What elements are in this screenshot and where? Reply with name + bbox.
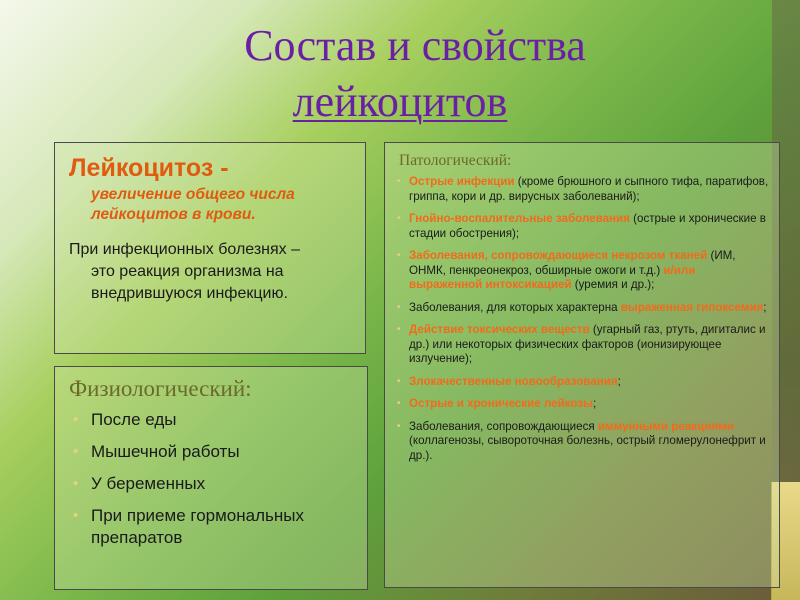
list-item: • Острые и хронические лейкозы; bbox=[397, 397, 597, 410]
pathological-heading: Патологический: bbox=[399, 152, 512, 169]
list-item: • Злокачественные новообразования; bbox=[397, 374, 621, 388]
bullet-icon: • bbox=[397, 176, 401, 187]
list-item: • Действие токсических веществ (угарный газ, ртуть, дигиталис и др.) или некоторых физических факторов (ионизирующее излучение); bbox=[397, 323, 766, 365]
definition-text-line-2: это реакция организма на внедрившуюся инфекцию. bbox=[91, 263, 288, 302]
pathological-box bbox=[384, 142, 780, 588]
bullet-icon: • bbox=[397, 324, 401, 335]
slide-title bbox=[0, 18, 800, 130]
list-item: • Заболевания, сопровождающиеся иммунными реакциями (коллагенозы, сывороточная болезнь, острый гломерулонефрит и др.). bbox=[397, 419, 766, 462]
bullet-icon: • bbox=[397, 250, 401, 261]
definition-box bbox=[54, 142, 366, 354]
list-item: • При приеме гормональных препаратов bbox=[73, 506, 304, 547]
pathological-list bbox=[397, 175, 771, 471]
bullet-icon: • bbox=[397, 420, 401, 432]
list-item: • Гнойно-воспалительные заболевания (острые и хронические в стадии обострения); bbox=[397, 212, 766, 240]
list-item: • Мышечной работы bbox=[73, 442, 240, 461]
physiological-box bbox=[54, 366, 368, 590]
definition-heading: Лейкоцитоз - bbox=[69, 154, 229, 182]
definition-text bbox=[69, 239, 355, 305]
definition-text-line-1: При инфекционных болезнях – bbox=[69, 241, 301, 258]
physiological-heading: Физиологический: bbox=[69, 376, 252, 401]
bullet-icon: • bbox=[397, 213, 401, 224]
list-item: • Острые инфекции (кроме брюшного и сыпного тифа, паратифов, гриппа, кори и др. вирусных заболеваний); bbox=[397, 175, 769, 203]
list-item: • Заболевания, сопровождающиеся некрозом тканей (ИМ, ОНМК, пенкреонекроз, обширные ожоги и т.д.) и/или выраженной интоксикацией (уремия и др.); bbox=[397, 249, 736, 291]
definition-subheading: увеличение общего числа лейкоцитов в крови. bbox=[91, 186, 295, 223]
list-item: • Заболевания, для которых характерна выраженная гипоксемия; bbox=[397, 300, 767, 314]
title-line-2: лейкоцитов bbox=[292, 77, 508, 126]
bullet-icon: • bbox=[73, 475, 79, 492]
bullet-icon: • bbox=[397, 301, 401, 313]
bullet-icon: • bbox=[397, 398, 401, 409]
bullet-icon: • bbox=[73, 411, 79, 428]
list-item: • После еды bbox=[73, 410, 177, 429]
list-item: • У беременных bbox=[73, 474, 206, 493]
title-line-1: Состав и свойства bbox=[244, 21, 586, 70]
bullet-icon: • bbox=[73, 443, 79, 460]
physiological-list bbox=[69, 409, 359, 559]
bullet-icon: • bbox=[397, 375, 401, 387]
bullet-icon: • bbox=[73, 507, 79, 524]
